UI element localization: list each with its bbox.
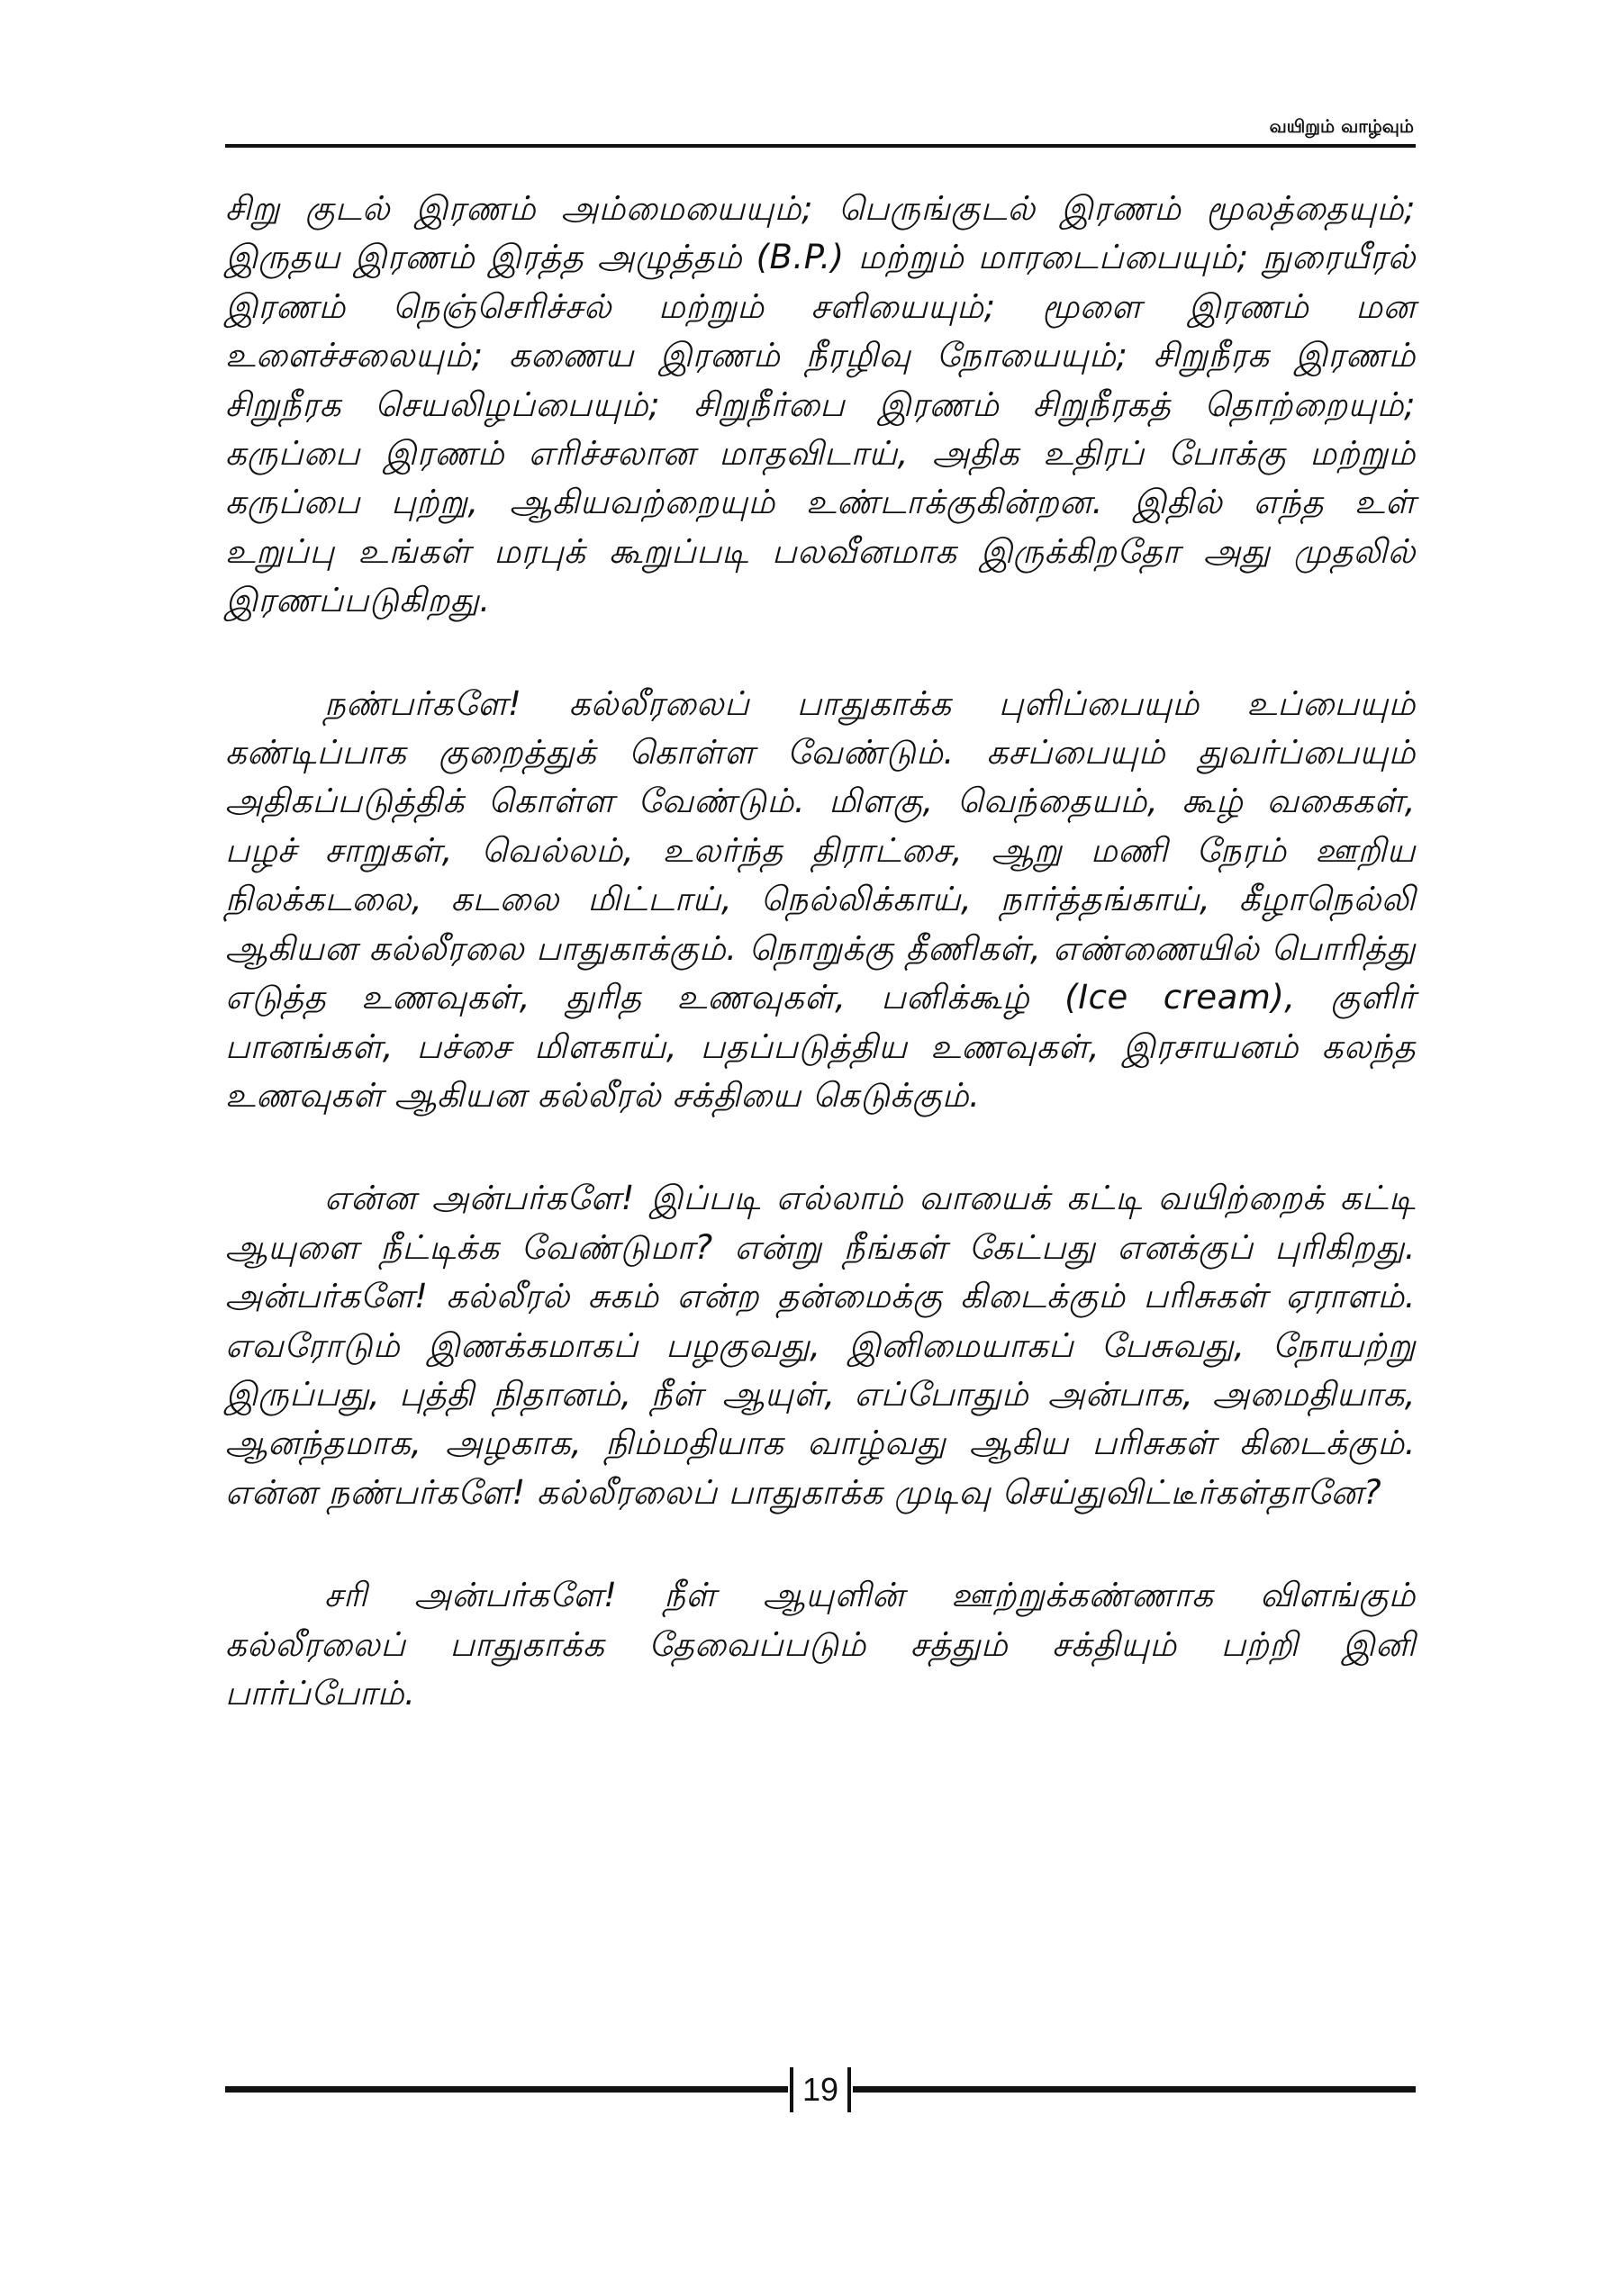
footer-bracket-right	[847, 2067, 851, 2112]
paragraph-liver-rewards: என்ன அன்பர்களே! இப்படி எல்லாம் வாயைக் கட்டி வயிற்றைக் கட்டி ஆயுளை நீட்டிக்க வேண்டுமா? என்று நீங்கள் கேட்பது எனக்குப் புரிகிறது. அன்பர்களே! கல்லீரல் சுகம் என்ற தன்மைக்கு கிடைக்கும் பரிசுகள் ஏராளம். எவரோடும் இணக்கமாகப் பழகுவது, இனிமையாகப் பேசுவது, நோயற்று இருப்பது, புத்தி நிதானம், நீள் ஆயுள், எப்போதும் அன்பாக, அமைதியாக, ஆனந்தமாக, அழகாக, நிம்மதியாக வாழ்வது ஆகிய பரிசுகள் கிடைக்கும். என்ன நண்பர்களே! கல்லீரலைப் பாதுகாக்க முடிவு செய்துவிட்டீர்கள்தானே?	[225, 1179, 1416, 1512]
header-rule	[225, 144, 1416, 148]
paragraph-closing: சரி அன்பர்களே! நீள் ஆயுளின் ஊற்றுக்கண்ணாக விளங்கும் கல்லீரலைப் பாதுகாக்க தேவைப்படும் சத்தும் சக்தியும் பற்றி இனி பார்ப்போம்.	[225, 1576, 1416, 1713]
page-footer	[225, 2067, 1416, 2121]
footer-rule-left	[225, 2086, 788, 2093]
footer-rule-right	[853, 2086, 1416, 2093]
page-number: 19	[801, 2071, 839, 2108]
paragraph-organ-damage: சிறு குடல் இரணம் அம்மையையும்; பெருங்குடல் இரணம் மூலத்தையும்; இருதய இரணம் இரத்த அழுத்தம் (B.P.) மற்றும் மாரடைப்பையும்; நுரையீரல் இரணம் நெஞ்செரிச்சல் மற்றும் சளியையும்; மூளை இரணம் மன உளைச்சலையும்; கணைய இரணம் நீரழிவு நோயையும்; சிறுநீரக இரணம் சிறுநீரக செயலிழப்பையும்; சிறுநீர்பை இரணம் சிறுநீரகத் தொற்றையும்; கருப்பை இரணம் எரிச்சலான மாதவிடாய், அதிக உதிரப் போக்கு மற்றும் கருப்பை புற்று, ஆகியவற்றையும் உண்டாக்குகின்றன. இதில் எந்த உள் உறுப்பு உங்கள் மரபுக் கூறுப்படி பலவீனமாக இருக்கிறதோ அது முதலில் இரணப்படுகிறது.	[225, 189, 1416, 620]
running-header-title: வயிறும் வாழ்வும்	[1269, 115, 1414, 137]
page-body	[225, 185, 1416, 1772]
paragraph-liver-diet: நண்பர்களே! கல்லீரலைப் பாதுகாக்க புளிப்பையும் உப்பையும் கண்டிப்பாக குறைத்துக் கொள்ள வேண்டும். கசப்பையும் துவர்ப்பையும் அதிகப்படுத்திக் கொள்ள வேண்டும். மிளகு, வெந்தையம், கூழ் வகைகள், பழச் சாறுகள், வெல்லம், உலர்ந்த திராட்சை, ஆறு மணி நேரம் ஊறிய நிலக்கடலை, கடலை மிட்டாய், நெல்லிக்காய், நார்த்தங்காய், கீழாநெல்லி ஆகியன கல்லீரலை பாதுகாக்கும். நொறுக்கு தீணிகள், எண்ணையில் பொரித்து எடுத்த உணவுகள், துரித உணவுகள், பனிக்கூழ் (Ice cream), குளிர் பானங்கள், பச்சை மிளகாய், பதப்படுத்திய உணவுகள், இரசாயனம் கலந்த உணவுகள் ஆகியன கல்லீரல் சக்தியை கெடுக்கும்.	[225, 683, 1416, 1115]
